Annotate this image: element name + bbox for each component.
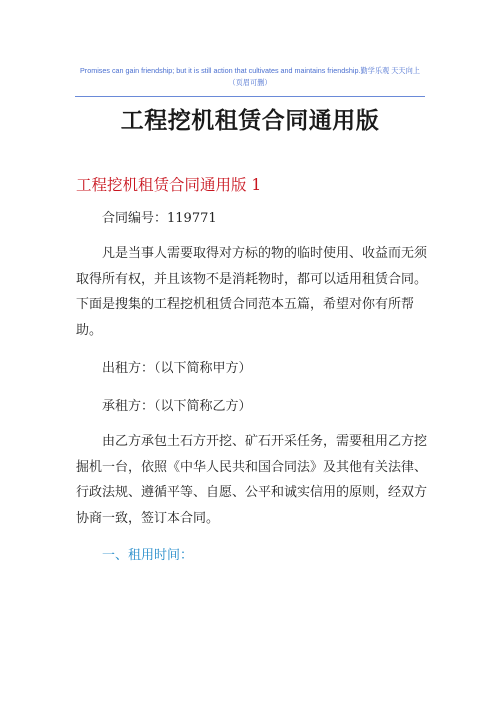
intro-line: 凡是当事人需要取得对方标的物的临时使用、收益而无须 [102, 246, 428, 261]
lessor-line: 出租方：（以下简称甲方） [102, 361, 252, 376]
header-divider [75, 96, 425, 97]
body-paragraph [76, 429, 436, 531]
header-note: （页眉可删） [228, 78, 272, 87]
body-line: 由乙方承包土石方开挖、矿石开采任务，需要租用乙方挖 [102, 434, 428, 449]
page-title: 工程挖机租赁合同通用版 [120, 108, 380, 134]
intro-line: 下面是搜集的工程挖机租赁合同范本五篇，希望对你有所帮助。 [76, 297, 415, 338]
contract-number: 合同编号：119771 [102, 211, 217, 226]
body-line: 掘机一台，依照《中华人民共和国合同法》及其他有关法律、 [76, 459, 428, 475]
clause-title-rental-period: 一、租用时间： [102, 548, 194, 563]
lessee-line: 承租方：（以下简称乙方） [102, 399, 252, 414]
header-motto: Promises can gain friendship; but it is still action that cultivates and maintains friendship.勤学乐观 天天向上 [80, 66, 420, 75]
body-line: 协商一致，签订本合同。 [76, 510, 220, 526]
section-title: 工程挖机租赁合同通用版 1 [76, 176, 262, 194]
intro-line: 取得所有权，并且该物不是消耗物时，都可以适用租赁合同。 [76, 271, 428, 287]
body-line: 行政法规、遵循平等、自愿、公平和诚实信用的原则，经双方 [76, 485, 428, 500]
intro-paragraph [76, 241, 436, 343]
